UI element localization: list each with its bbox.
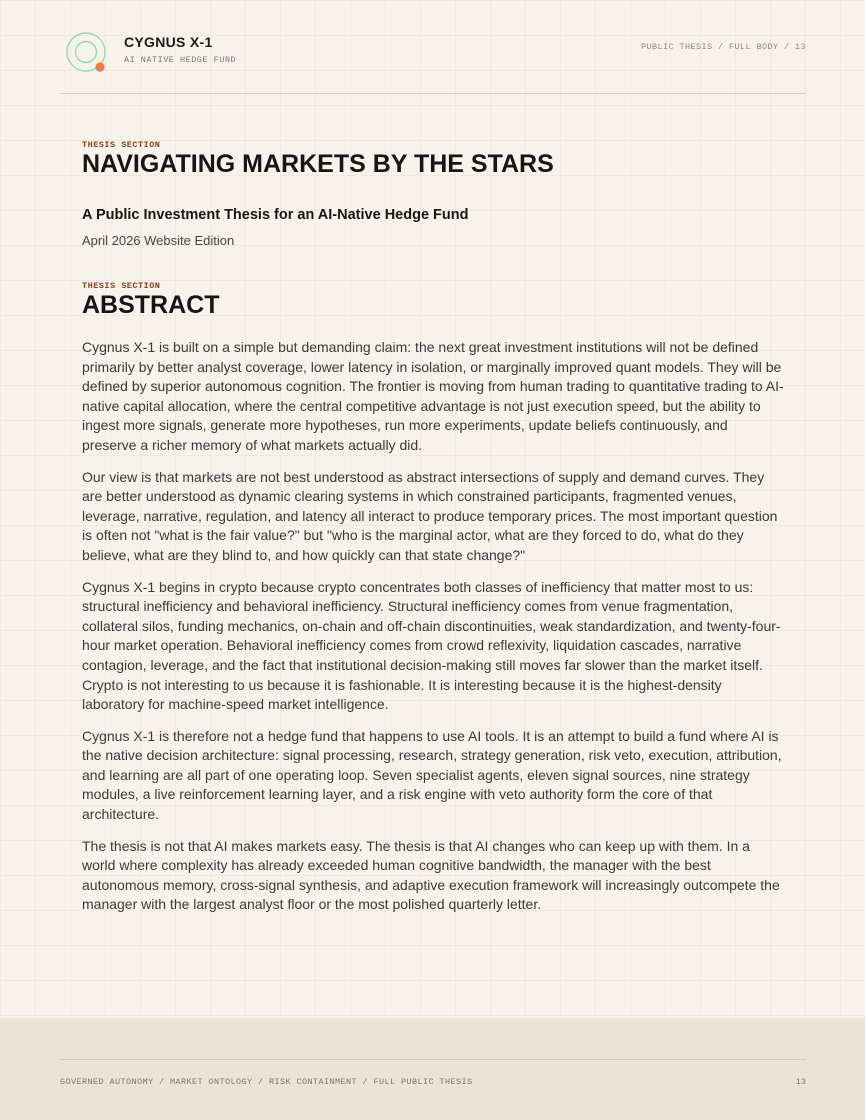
abstract-paragraph: Cygnus X-1 is therefore not a hedge fund that happens to use AI tools. It is an attempt to build a fund where AI is the native decision architecture: signal processing, research, strategy generation, risk veto, execution, attribution, and learning are all part of one operating loop. Seven specialist agents, eleven signal sources, nine strategy modules, a live reinforcement learning layer, and a risk engine with veto authority form the core of that architecture. [82,727,782,823]
edition-label: April 2026 Website Edition [82,233,235,248]
footer-band [0,1018,865,1120]
abstract-paragraph: Cygnus X-1 begins in crypto because crypto concentrates both classes of inefficiency that matter most to us: structural inefficiency and behavioral inefficiency. Structural inefficiency comes from venue fragmentation, collateral silos, funding mechanics, on-chain and off-chain discontinuities, weak standardization, and twenty-four-hour market operation. Behavioral inefficiency comes from crowd reflexivity, liquidation cascades, narrative contagion, leverage, and the fact that institutional decision-making still moves far slower than the market itself. Crypto is not interesting to us because it is fashionable. It is interesting because it is the highest-density laboratory for machine-speed market intelligence. [82,578,781,713]
abstract-paragraph: The thesis is not that AI makes markets easy. The thesis is that AI changes who can keep up with them. In a world where complexity has already exceeded human cognitive bandwidth, the manager with the best autonomous memory, cross-signal synthesis, and adaptive execution framework will increasingly outcompete the manager with the largest analyst floor or the most polished quarterly letter. [82,837,780,913]
section-eyebrow: THESIS SECTION [82,140,161,150]
page-subtitle: A Public Investment Thesis for an AI-Native Hedge Fund [82,207,469,223]
brand-name: CYGNUS X-1 [124,34,213,50]
page-title: NAVIGATING MARKETS BY THE STARS [82,150,554,178]
page-label: PUBLIC THESIS / FULL BODY / 13 [640,42,806,52]
brand-tagline: AI NATIVE HEDGE FUND [124,55,237,65]
orbit-logo-icon [66,32,110,76]
main-content [82,140,784,927]
section-title: ABSTRACT [82,291,220,319]
abstract-paragraph: Cygnus X-1 is built on a simple but demanding claim: the next great investment institutions will not be defined primarily by better analyst coverage, lower latency in isolation, or marginally improved quant models. They will be defined by superior autonomous cognition. The frontier is moving from human trading to quantitative trading to AI-native capital allocation, where the central competitive advantage is not just execution speed, but the ability to ingest more signals, generate more hypotheses, run more experiments, update beliefs continuously, and preserve a richer memory of what markets actually did. [82,339,784,453]
section-eyebrow: THESIS SECTION [82,281,161,291]
abstract-paragraph: Our view is that markets are not best understood as abstract intersections of supply and demand curves. They are better understood as dynamic clearing systems in which constrained participants, fragmented venues, leverage, narrative, regulation, and latency all interact to produce temporary prices. The most important question is often not "what is the fair value?" but "who is the marginal actor, what are they forced to do, what do they believe, what are they blind to, and how quickly can that state change?" [82,468,778,563]
page-number: 13 [795,1077,806,1087]
page-header [60,28,806,94]
footer-topics: GOVERNED AUTONOMY / MARKET ONTOLOGY / RISK CONTAINMENT / FULL PUBLIC THESIS [60,1077,473,1087]
abstract-section [82,281,784,915]
footer-divider [60,1059,806,1060]
